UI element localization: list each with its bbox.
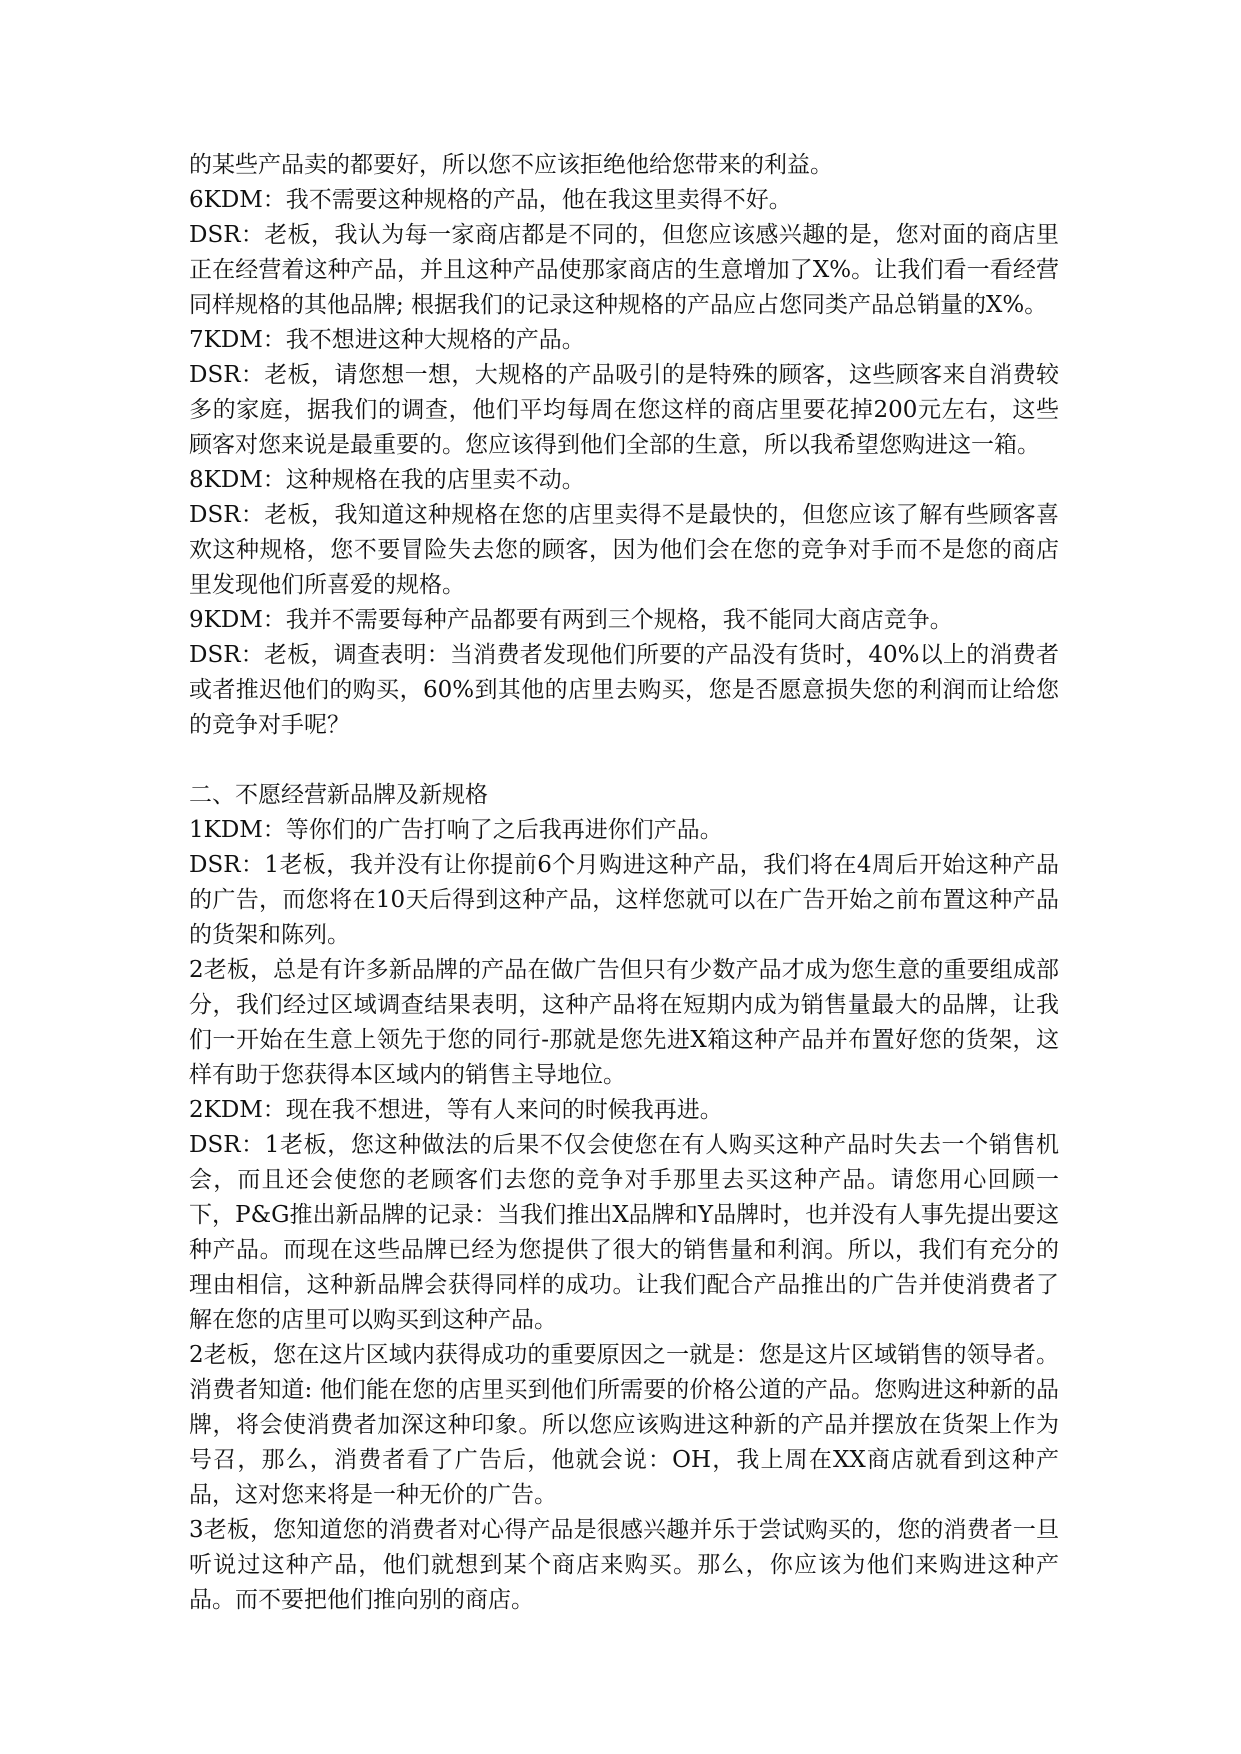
response-1-point-2: 2老板，总是有许多新品牌的产品在做广告但只有少数产品才成为您生意的重要组成部分，我们经过区域调查结果表明，这种产品将在短期内成为销售量最大的品牌，让我们一开始在生意上领先于您的同行-那就是您先进X箱这种产品并布置好您的货架，这样有助于您获得本区域内的销售主导地位。 xyxy=(189,957,1059,1088)
section-heading: 二、不愿经营新品牌及新规格 xyxy=(189,782,488,808)
paragraph-continuation: 的某些产品卖的都要好，所以您不应该拒绝他给您带来的利益。 xyxy=(189,152,833,178)
response-1-dsr: DSR：1老板，我并没有让你提前6个月购进这种产品，我们将在4周后开始这种产品的广告，而您将在10天后得到这种产品，这样您就可以在广告开始之前布置这种产品的货架和陈列。 xyxy=(189,852,1059,948)
response-2-dsr: DSR：1老板，您这种做法的后果不仅会使您在有人购买这种产品时失去一个销售机会，而且还会使您的老顾客们去您的竞争对手那里去买这种产品。请您用心回顾一下，P&G推出新品牌的记录：当我们推出X品牌和Y品牌时，也并没有人事先提出要这种产品。而现在这些品牌已经为您提供了很大的销售量和利润。所以，我们有充分的理由相信，这种新品牌会获得同样的成功。让我们配合产品推出的广告并使消费者了解在您的店里可以购买到这种产品。 xyxy=(189,1132,1059,1333)
objection-6-kdm: 6KDM：我不需要这种规格的产品，他在我这里卖得不好。 xyxy=(189,187,792,213)
document-page xyxy=(189,148,1059,1618)
response-6-dsr: DSR：老板，我认为每一家商店都是不同的，但您应该感兴趣的是，您对面的商店里正在经营着这种产品，并且这种产品使那家商店的生意增加了X%。让我们看一看经营同样规格的其他品牌; 根据我们的记录这种规格的产品应占您同类产品总销量的X%。 xyxy=(189,222,1059,318)
objection-2-kdm: 2KDM：现在我不想进，等有人来问的时候我再进。 xyxy=(189,1097,723,1123)
objection-9-kdm: 9KDM：我并不需要每种产品都要有两到三个规格，我不能同大商店竞争。 xyxy=(189,607,953,633)
response-2-point-3: 3老板，您知道您的消费者对心得产品是很感兴趣并乐于尝试购买的，您的消费者一旦听说过这种产品，他们就想到某个商店来购买。那么，你应该为他们来购进这种产品。而不要把他们推向别的商店。 xyxy=(189,1517,1059,1613)
response-2-point-2: 2老板，您在这片区域内获得成功的重要原因之一就是：您是这片区域销售的领导者。消费者知道: 他们能在您的店里买到他们所需要的价格公道的产品。您购进这种新的品牌，将会使消费者加深这种印象。所以您应该购进这种新的产品并摆放在货架上作为号召，那么，消费者看了广告后，他就会说：OH，我上周在XX商店就看到这种产品，这对您来将是一种无价的广告。 xyxy=(189,1342,1059,1508)
blank-line xyxy=(189,743,1059,778)
response-7-dsr: DSR：老板，请您想一想，大规格的产品吸引的是特殊的顾客，这些顾客来自消费较多的家庭，据我们的调查，他们平均每周在您这样的商店里要花掉200元左右，这些顾客对您来说是最重要的。您应该得到他们全部的生意，所以我希望您购进这一箱。 xyxy=(189,362,1059,458)
response-8-dsr: DSR：老板，我知道这种规格在您的店里卖得不是最快的，但您应该了解有些顾客喜欢这种规格，您不要冒险失去您的顾客，因为他们会在您的竞争对手而不是您的商店里发现他们所喜爱的规格。 xyxy=(189,502,1059,598)
objection-1-kdm: 1KDM：等你们的广告打响了之后我再进你们产品。 xyxy=(189,817,723,843)
objection-7-kdm: 7KDM：我不想进这种大规格的产品。 xyxy=(189,327,585,353)
objection-8-kdm: 8KDM：这种规格在我的店里卖不动。 xyxy=(189,467,585,493)
response-9-dsr: DSR：老板，调查表明：当消费者发现他们所要的产品没有货时，40%以上的消费者或者推迟他们的购买，60%到其他的店里去购买，您是否愿意损失您的利润而让给您的竞争对手呢？ xyxy=(189,642,1059,738)
